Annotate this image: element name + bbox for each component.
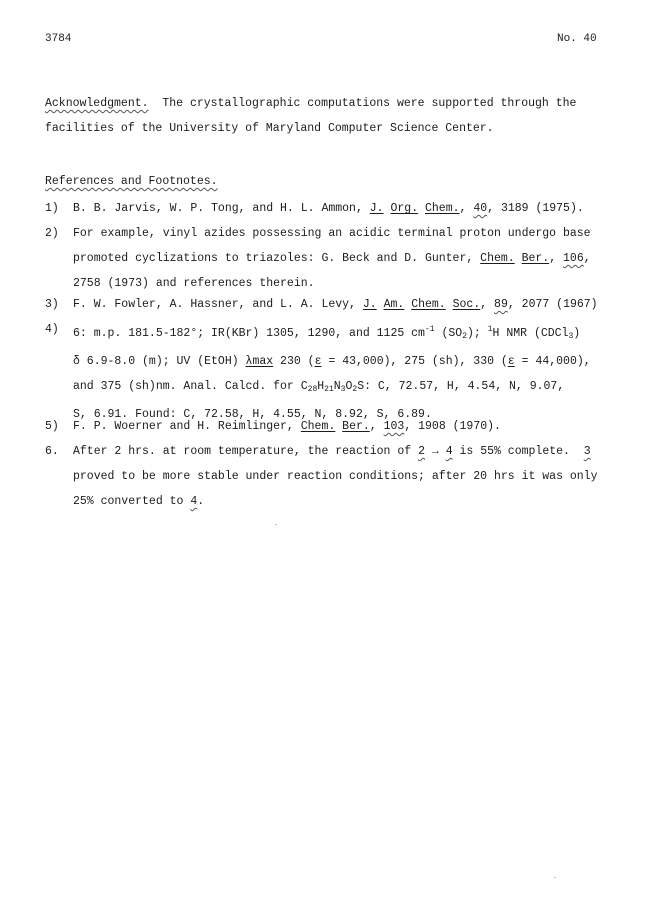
ref-journal: Ber. <box>521 252 550 265</box>
subscript: 28 <box>307 385 318 394</box>
ref-text: δ 6.9-8.0 (m); UV (EtOH) <box>73 355 239 368</box>
ref-authors: F. P. Woerner and H. Reimlinger, <box>73 420 294 433</box>
subscript: 3 <box>568 332 574 341</box>
reference-number: 5) <box>45 420 59 433</box>
ref-line <box>73 489 633 514</box>
ref-volume: 106 <box>563 252 584 265</box>
ref-separator: , <box>549 252 557 265</box>
ref-journal: J. <box>362 298 377 311</box>
ref-authors: B. B. Jarvis, W. P. Tong, and H. L. Ammon, <box>73 202 363 215</box>
ref-separator: , <box>369 420 377 433</box>
lambda-max: λmax <box>245 355 274 368</box>
references-title: References and Footnotes. <box>45 175 218 188</box>
ref-line <box>73 374 633 402</box>
ref-line <box>73 246 633 271</box>
acknowledgment-text-1: The crystallographic computations were supported through the <box>162 97 577 110</box>
reference-number: 2) <box>45 227 59 240</box>
acknowledgment-line-2: facilities of the University of Maryland Computer Science Center. <box>45 122 494 135</box>
acknowledgment-heading: Acknowledgment. <box>45 97 149 110</box>
ref-line <box>73 439 633 464</box>
ref-journal: Chem. <box>411 298 446 311</box>
speck-mark <box>275 524 277 525</box>
ref-text: promoted cyclizations to triazoles: G. Beck and D. Gunter, <box>73 252 474 265</box>
ref-text: = 44,000), <box>514 355 591 368</box>
subscript: 3 <box>340 385 346 394</box>
page-number: 3784 <box>45 33 72 45</box>
ref-volume: 103 <box>383 420 405 433</box>
compound-number: 4 <box>445 445 453 458</box>
ref-text: , <box>583 252 591 265</box>
ref-rest: , 2077 (1967) <box>507 298 598 311</box>
ref-authors: F. W. Fowler, A. Hassner, and L. A. Levy, <box>73 298 356 311</box>
ref-line: For example, vinyl azides possessing an acidic terminal proton undergo base <box>73 227 591 240</box>
ref-text: After 2 hrs. at room temperature, the reaction of <box>73 445 412 458</box>
ref-text: is 55% complete. <box>459 445 570 458</box>
reference-number: 4) <box>45 323 59 336</box>
ref-line: proved to be more stable under reaction conditions; after 20 hrs it was only <box>73 470 598 483</box>
ref-rest: , 3189 (1975). <box>487 202 584 215</box>
acknowledgment-line-1 <box>45 91 625 116</box>
ref-volume: 40 <box>473 202 488 215</box>
subscript: 2 <box>352 385 358 394</box>
ref-separator: , <box>459 202 467 215</box>
reference-number: 1) <box>45 202 59 215</box>
epsilon-symbol: ε <box>507 355 515 368</box>
ref-journal: Org. <box>390 202 419 215</box>
ref-journal: Chem. <box>425 202 460 215</box>
ref-text: = 43,000), 275 (sh), 330 ( <box>321 355 508 368</box>
ref-text: S: C, 72.57, H, 4.54, N, 9.07, <box>357 380 565 393</box>
ref-text: . <box>197 495 205 508</box>
ref-text: 25% converted to <box>73 495 184 508</box>
reaction-arrow: → <box>431 445 439 458</box>
ref-line: S, 6.91. Found: C, 72.58, H, 4.55, N, 8.92, S, 6.89. <box>73 408 432 421</box>
ref-line <box>73 317 633 349</box>
ref-separator: , <box>480 298 488 311</box>
ref-text: O <box>345 380 353 393</box>
ref-journal: J. <box>369 202 384 215</box>
ref-journal: Ber. <box>342 420 370 433</box>
compound-number: 2 <box>418 445 425 458</box>
ref-text: and 375 (sh)nm. Anal. Calcd. for C <box>73 380 308 393</box>
issue-number: No. 40 <box>557 33 597 45</box>
ref-text: H NMR (CDCl <box>492 327 569 340</box>
reference-number: 6. <box>45 445 59 458</box>
ref-text: (SO <box>434 327 463 340</box>
ref-journal: Soc. <box>452 298 481 311</box>
subscript: 2 <box>462 332 467 341</box>
ref-text: H <box>317 380 325 393</box>
speck-mark <box>554 877 556 878</box>
ref-text: ) <box>573 327 581 340</box>
acknowledgment-section <box>45 91 625 141</box>
subscript: 21 <box>324 385 334 394</box>
ref-rest: , 1908 (1970). <box>404 420 501 433</box>
ref-text: 230 ( <box>273 355 315 368</box>
superscript: 1 <box>487 325 493 334</box>
ref-volume: 89 <box>494 298 508 311</box>
reference-number: 3) <box>45 298 59 311</box>
superscript: -1 <box>424 325 435 334</box>
epsilon-symbol: ε <box>314 355 322 368</box>
ref-line: 2758 (1973) and references therein. <box>73 277 315 290</box>
ref-journal: Chem. <box>300 420 336 433</box>
ref-journal: Chem. <box>480 252 515 265</box>
compound-number: 3 <box>583 445 591 458</box>
ref-line <box>73 349 633 374</box>
ref-text: 6: m.p. 181.5-182°; IR(KBr) 1305, 1290, and 1125 cm <box>73 327 425 340</box>
ref-text: ); <box>467 327 481 340</box>
ref-text: N <box>333 380 341 393</box>
compound-number: 4 <box>190 495 198 508</box>
ref-journal: Am. <box>383 298 405 311</box>
